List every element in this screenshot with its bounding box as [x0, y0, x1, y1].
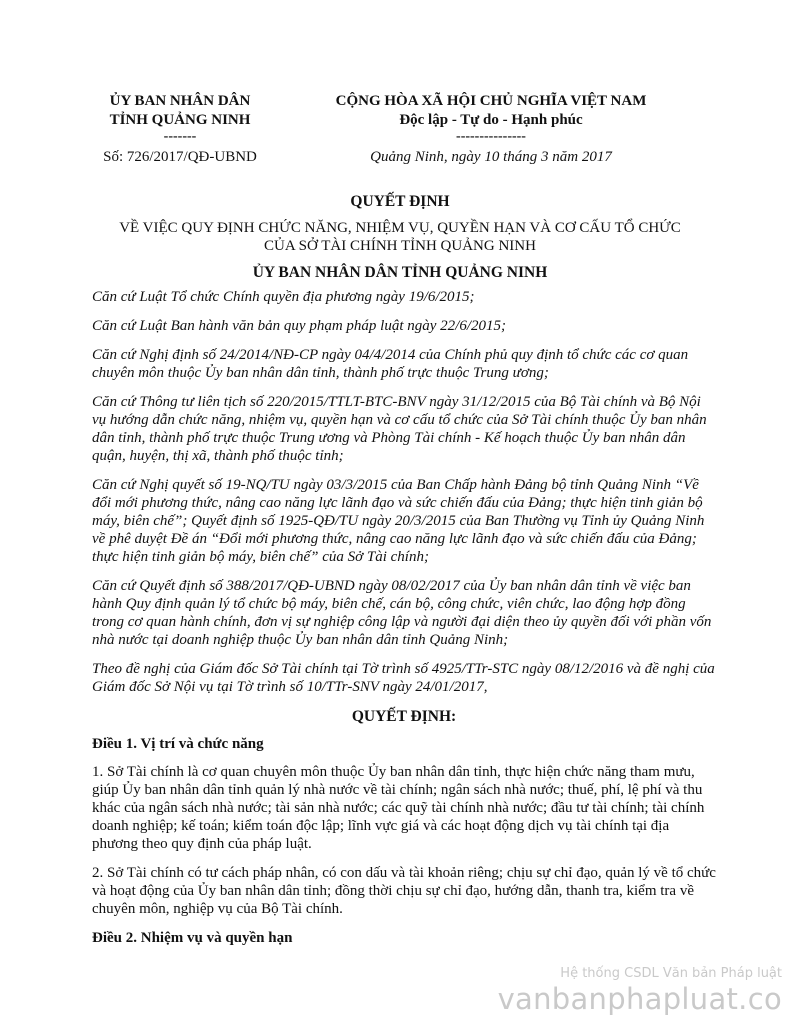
title-block [80, 192, 720, 283]
article-1-clause-2: 2. Sở Tài chính có tư cách pháp nhân, có con dấu và tài khoản riêng; chịu sự chỉ đạo, quản lý về tổ chức và hoạt động của Ủy ban nhân dân tỉnh; đồng thời chịu sự chỉ đạo, hướng dẫn, thanh tra, kiểm tra về chuyên môn, nghiệp vụ của Bộ Tài chính. [92, 865, 716, 917]
document-body [92, 288, 716, 957]
preamble-item: Căn cứ Luật Ban hành văn bản quy phạm pháp luật ngày 22/6/2015; [92, 318, 506, 334]
agency-name-line1: ỦY BAN NHÂN DÂN [109, 93, 251, 109]
motto-separator: --------------- [456, 129, 526, 144]
document-subject-line2: CỦA SỞ TÀI CHÍNH TỈNH QUẢNG NINH [264, 238, 536, 254]
issuing-agency-block [62, 92, 298, 167]
watermark-site-name: vanbanphapluat.co [497, 982, 782, 1016]
preamble-item: Theo đề nghị của Giám đốc Sở Tài chính tại Tờ trình số 4925/TTr-STC ngày 08/12/2016 và đề nghị của Giám đốc Sở Nội vụ tại Tờ trình số 10/TTr-SNV ngày 24/01/2017, [92, 661, 715, 695]
nation-motto: Độc lập - Tự do - Hạnh phúc [399, 112, 583, 128]
decision-heading: QUYẾT ĐỊNH: [351, 708, 457, 725]
issuer-heading: ỦY BAN NHÂN DÂN TỈNH QUẢNG NINH [252, 264, 548, 281]
preamble-item: Căn cứ Nghị định số 24/2014/NĐ-CP ngày 04/4/2014 của Chính phủ quy định tổ chức các cơ quan chuyên môn thuộc Ủy ban nhân dân tỉnh, thành phố trực thuộc Trung ương; [92, 347, 689, 381]
article-1-heading: Điều 1. Vị trí và chức năng [92, 736, 264, 752]
national-motto-block [286, 92, 696, 167]
agency-separator: ------- [163, 129, 197, 144]
document-subject-line1: VỀ VIỆC QUY ĐỊNH CHỨC NĂNG, NHIỆM VỤ, QUYỀN HẠN VÀ CƠ CẤU TỔ CHỨC [119, 220, 681, 236]
article-2-heading: Điều 2. Nhiệm vụ và quyền hạn [92, 930, 293, 946]
preamble-item: Căn cứ Thông tư liên tịch số 220/2015/TTLT-BTC-BNV ngày 31/12/2015 của Bộ Tài chính và Bộ Nội vụ hướng dẫn chức năng, nhiệm vụ, quyền hạn và cơ cấu tổ chức của Sở Tài chính thuộc Ủy ban nhân dân tỉnh, thành phố trực thuộc Trung ương và Phòng Tài chính - Kế hoạch thuộc Ủy ban nhân dân quận, huyện, thị xã, thành phố thuộc tỉnh; [92, 394, 707, 464]
document-title: QUYẾT ĐỊNH [350, 193, 450, 210]
watermark-caption: Hệ thống CSDL Văn bản Pháp luật [560, 966, 782, 981]
preamble-item: Căn cứ Nghị quyết số 19-NQ/TU ngày 03/3/2015 của Ban Chấp hành Đảng bộ tỉnh Quảng Ninh “Về đổi mới phương thức, nâng cao năng lực lãnh đạo và sức chiến đấu của Đảng; thực hiện tinh giản bộ máy, biên chế”; Quyết định số 1925-QĐ/TU ngày 20/3/2015 của Ban Thường vụ Tỉnh ủy Quảng Ninh về phê duyệt Đề án “Đổi mới phương thức, nâng cao năng lực lãnh đạo và sức chiến đấu của Đảng; thực hiện tinh giản bộ máy, biên chế” của Sở Tài chính; [92, 477, 705, 565]
article-1-clause-1: 1. Sở Tài chính là cơ quan chuyên môn thuộc Ủy ban nhân dân tỉnh, thực hiện chức năng tham mưu, giúp Ủy ban nhân dân tỉnh quản lý nhà nước về tài chính; ngân sách nhà nước; thuế, phí, lệ phí và thu khác của ngân sách nhà nước; tài sản nhà nước; các quỹ tài chính nhà nước; đầu tư tài chính; tài chính doanh nghiệp; kế toán; kiểm toán độc lập; lĩnh vực giá và các hoạt động dịch vụ tài chính tại địa phương theo quy định của pháp luật. [92, 764, 705, 852]
document-date: Quảng Ninh, ngày 10 tháng 3 năm 2017 [370, 149, 612, 165]
nation-name: CỘNG HÒA XÃ HỘI CHỦ NGHĨA VIỆT NAM [335, 93, 647, 109]
preamble-item: Căn cứ Luật Tổ chức Chính quyền địa phương ngày 19/6/2015; [92, 289, 475, 305]
preamble-item: Căn cứ Quyết định số 388/2017/QĐ-UBND ngày 08/02/2017 của Ủy ban nhân dân tỉnh về việc ban hành Quy định quản lý tổ chức bộ máy, biên chế, cán bộ, công chức, viên chức, lao động hợp đồng trong cơ quan hành chính, đơn vị sự nghiệp công lập và người đại diện theo ủy quyền đối với phần vốn nhà nước tại doanh nghiệp thuộc Ủy ban nhân dân tỉnh Quảng Ninh; [92, 578, 712, 648]
agency-name-line2: TỈNH QUẢNG NINH [109, 112, 251, 128]
document-number: Số: 726/2017/QĐ-UBND [103, 149, 257, 165]
